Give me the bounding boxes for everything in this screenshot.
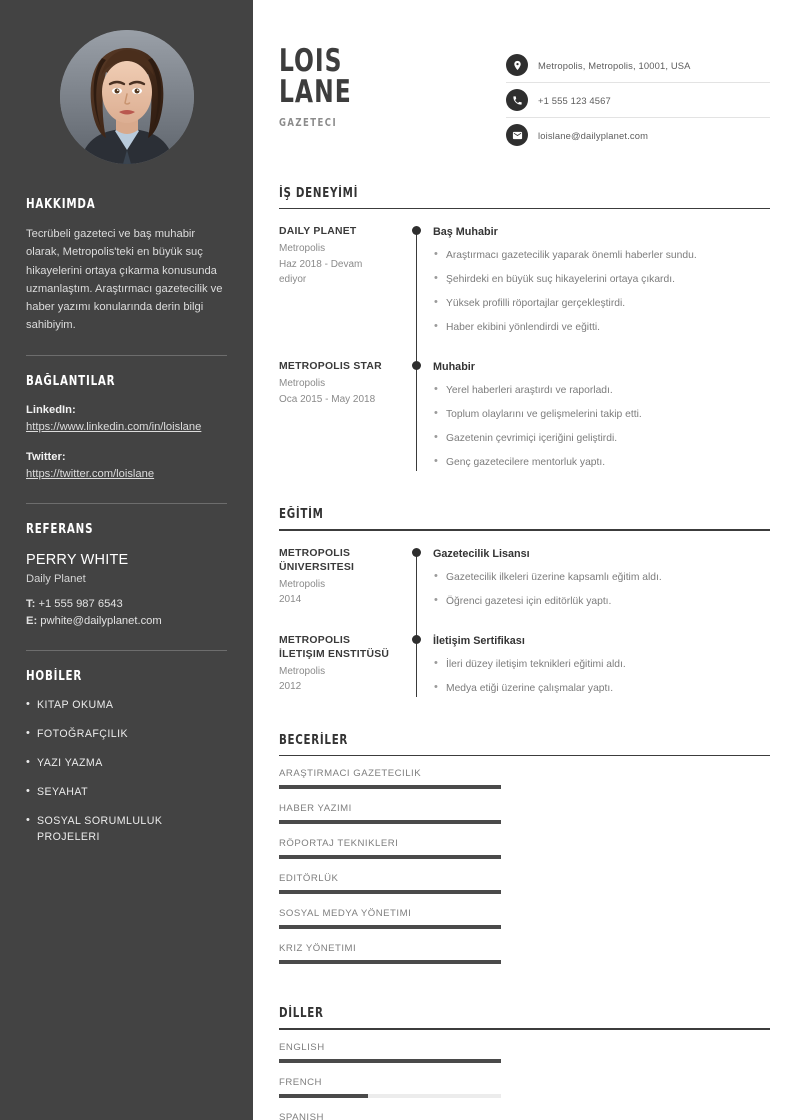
timeline-line bbox=[416, 364, 417, 471]
timeline-dot bbox=[412, 226, 421, 235]
skill-item bbox=[279, 943, 501, 964]
entry-location: Metropolis bbox=[279, 665, 326, 677]
language-fill bbox=[279, 1059, 501, 1063]
link-url[interactable]: https://www.linkedin.com/in/loislane bbox=[26, 420, 202, 433]
language-track bbox=[279, 1059, 501, 1063]
languages-grid bbox=[279, 1042, 770, 1120]
skill-item bbox=[279, 768, 501, 789]
entry-title: Muhabir bbox=[433, 361, 475, 374]
skill-label: RÖPORTAJ TEKNIKLERI bbox=[279, 838, 399, 850]
hobbies-section bbox=[26, 669, 227, 845]
entry-dates: 2014 bbox=[279, 594, 302, 606]
entry-detail bbox=[433, 547, 770, 618]
contact-address-text: Metropolis, Metropolis, 10001, USA bbox=[538, 59, 691, 71]
divider bbox=[26, 650, 227, 651]
contact-phone-text: +1 555 123 4567 bbox=[538, 94, 611, 106]
reference-org: Daily Planet bbox=[26, 572, 86, 585]
entry-title: İletişim Sertifikası bbox=[433, 634, 525, 647]
entry-bullet: • Öğrenci gazetesi için editörlük yaptı. bbox=[433, 594, 770, 609]
entry-bullet: • Haber ekibini yönlendirdi ve eğitti. bbox=[433, 320, 770, 335]
timeline-line bbox=[416, 638, 417, 697]
entry-bullet: • Yerel haberleri araştırdı ve raporladı. bbox=[433, 383, 770, 398]
language-label: ENGLISH bbox=[279, 1041, 325, 1053]
timeline-marker bbox=[401, 547, 433, 618]
skills-section bbox=[279, 733, 770, 978]
timeline-line bbox=[416, 229, 417, 362]
reference-phone-label: T: bbox=[26, 597, 36, 610]
entry-bullet: • Araştırmacı gazetecilik yaparak önemli haberler sundu. bbox=[433, 248, 770, 263]
skill-item bbox=[279, 803, 501, 824]
timeline-marker bbox=[401, 225, 433, 344]
language-label: FRENCH bbox=[279, 1076, 322, 1088]
entry-bullet: • Şehirdeki en büyük suç hikayelerini ortaya çıkardı. bbox=[433, 272, 770, 287]
link-item-twitter[interactable] bbox=[26, 449, 227, 483]
entry-location: Metropolis bbox=[279, 578, 326, 590]
skill-label: SOSYAL MEDYA YÖNETIMI bbox=[279, 908, 412, 920]
skill-fill bbox=[279, 890, 501, 894]
skill-track bbox=[279, 855, 501, 859]
contact-list bbox=[506, 54, 770, 158]
list-item: • SOSYAL SORUMLULUK PROJELERI bbox=[26, 813, 227, 845]
contact-email bbox=[506, 124, 770, 152]
skill-label: KRIZ YÖNETIMI bbox=[279, 943, 357, 955]
entry-location: Metropolis bbox=[279, 378, 326, 390]
sidebar bbox=[0, 0, 253, 1120]
reference-section bbox=[26, 522, 227, 630]
skill-track bbox=[279, 925, 501, 929]
skill-track bbox=[279, 960, 501, 964]
divider bbox=[279, 755, 770, 756]
entry-meta bbox=[279, 634, 401, 705]
skill-label: EDITÖRLÜK bbox=[279, 873, 339, 885]
language-item bbox=[279, 1042, 501, 1063]
entry-dates: Haz 2018 - Devam ediyor bbox=[279, 258, 363, 286]
link-url[interactable]: https://twitter.com/loislane bbox=[26, 467, 155, 480]
skill-item bbox=[279, 908, 501, 929]
education-section bbox=[279, 507, 770, 704]
skills-grid bbox=[279, 768, 770, 978]
skills-heading: BECERİLER bbox=[279, 732, 349, 748]
skill-fill bbox=[279, 820, 501, 824]
languages-heading: DİLLER bbox=[279, 1006, 324, 1022]
skill-fill bbox=[279, 960, 501, 964]
timeline-marker bbox=[401, 360, 433, 479]
entry-detail bbox=[433, 360, 770, 479]
language-item bbox=[279, 1112, 501, 1120]
about-text: Tecrübeli gazeteci ve baş muhabir olarak, Metropolis'teki en büyük suç hikayelerini ortaya çıkarma konusunda uzmanlaştım. Araştırmacı gazetecilik ve haber yazımı konularında derin bilgi sahibiyim. bbox=[26, 228, 223, 332]
education-heading: EĞİTİM bbox=[279, 507, 324, 523]
entry-org: METROPOLIS ÜNIVERSITESI bbox=[279, 547, 355, 573]
timeline-line bbox=[416, 551, 417, 636]
entry-bullet: • Medya etiği üzerine çalışmalar yaptı. bbox=[433, 681, 770, 696]
entry-bullet: • Toplum olaylarını ve gelişmelerini takip etti. bbox=[433, 407, 770, 422]
experience-entry bbox=[279, 225, 770, 344]
list-item: • YAZI YAZMA bbox=[26, 755, 227, 771]
divider bbox=[26, 503, 227, 504]
entry-title: Baş Muhabir bbox=[433, 226, 498, 239]
link-item-linkedin[interactable] bbox=[26, 402, 227, 436]
portrait-photo bbox=[60, 30, 194, 164]
contact-email-text: loislane@dailyplanet.com bbox=[538, 129, 649, 141]
entry-bullet: • Gazetenin çevrimiçi içeriğini geliştirdi. bbox=[433, 431, 770, 446]
hobbies-heading: HOBİLER bbox=[26, 668, 83, 684]
phone-icon bbox=[506, 89, 528, 111]
job-role: GAZETECI bbox=[279, 117, 338, 129]
contact-address bbox=[506, 54, 770, 83]
first-name: LOIS bbox=[279, 43, 343, 79]
entry-detail bbox=[433, 634, 770, 705]
reference-heading: REFERANS bbox=[26, 521, 94, 537]
language-fill bbox=[279, 1094, 368, 1098]
divider bbox=[279, 1028, 770, 1029]
education-entry bbox=[279, 634, 770, 705]
name-block bbox=[279, 43, 366, 129]
divider bbox=[26, 355, 227, 356]
timeline-dot bbox=[412, 548, 421, 557]
divider bbox=[279, 529, 770, 530]
entry-meta bbox=[279, 547, 401, 618]
language-label: SPANISH bbox=[279, 1111, 324, 1120]
skill-track bbox=[279, 785, 501, 789]
skill-label: HABER YAZIMI bbox=[279, 803, 352, 815]
envelope-icon bbox=[506, 124, 528, 146]
reference-email-row bbox=[26, 613, 227, 630]
resume-header bbox=[279, 43, 770, 158]
list-item: • SEYAHAT bbox=[26, 784, 227, 800]
entry-bullet: • Genç gazetecilere mentorluk yaptı. bbox=[433, 455, 770, 470]
links-section bbox=[26, 374, 227, 483]
timeline-marker bbox=[401, 634, 433, 705]
experience-heading: İŞ DENEYİMİ bbox=[279, 186, 359, 201]
entry-location: Metropolis bbox=[279, 243, 326, 255]
skill-fill bbox=[279, 785, 501, 789]
entry-dates: Oca 2015 - May 2018 bbox=[279, 393, 376, 405]
reference-phone-row bbox=[26, 596, 227, 613]
links-heading: BAĞLANTILAR bbox=[26, 373, 116, 389]
experience-entry bbox=[279, 360, 770, 479]
skill-item bbox=[279, 873, 501, 894]
entry-detail bbox=[433, 225, 770, 344]
skill-label: ARAŞTIRMACI GAZETECILIK bbox=[279, 768, 422, 780]
reference-name: PERRY WHITE bbox=[26, 551, 129, 568]
skill-item bbox=[279, 838, 501, 859]
reference-email-label: E: bbox=[26, 614, 38, 627]
link-label: LinkedIn: bbox=[26, 403, 76, 416]
list-item: • KITAP OKUMA bbox=[26, 697, 227, 713]
contact-phone bbox=[506, 89, 770, 118]
language-item bbox=[279, 1077, 501, 1098]
reference-phone: +1 555 987 6543 bbox=[38, 597, 123, 610]
entry-org: METROPOLIS İLETIŞIM ENSTITÜSÜ bbox=[279, 634, 390, 660]
last-name: LANE bbox=[279, 74, 352, 110]
language-track bbox=[279, 1094, 501, 1098]
entry-bullet: • Gazetecilik ilkeleri üzerine kapsamlı eğitim aldı. bbox=[433, 570, 770, 585]
entry-dates: 2012 bbox=[279, 681, 302, 693]
location-pin-icon bbox=[506, 54, 528, 76]
experience-section bbox=[279, 186, 770, 479]
entry-meta bbox=[279, 360, 401, 479]
timeline-dot bbox=[412, 361, 421, 370]
list-item: • FOTOĞRAFÇILIK bbox=[26, 726, 227, 742]
entry-org: METROPOLIS STAR bbox=[279, 361, 382, 373]
skill-fill bbox=[279, 925, 501, 929]
reference-email: pwhite@dailyplanet.com bbox=[40, 614, 162, 627]
link-label: Twitter: bbox=[26, 450, 66, 463]
skill-fill bbox=[279, 855, 501, 859]
divider bbox=[279, 208, 770, 209]
entry-title: Gazetecilik Lisansı bbox=[433, 547, 530, 560]
entry-bullet: • İleri düzey iletişim teknikleri eğitimi aldı. bbox=[433, 657, 770, 672]
entry-bullet: • Yüksek profilli röportajlar gerçekleştirdi. bbox=[433, 296, 770, 311]
entry-meta bbox=[279, 225, 401, 344]
skill-track bbox=[279, 890, 501, 894]
about-heading: HAKKIMDA bbox=[26, 197, 96, 212]
entry-org: DAILY PLANET bbox=[279, 226, 357, 238]
avatar bbox=[26, 30, 227, 164]
timeline-dot bbox=[412, 635, 421, 644]
education-entry bbox=[279, 547, 770, 618]
languages-section bbox=[279, 1006, 770, 1120]
skill-track bbox=[279, 820, 501, 824]
main-content bbox=[253, 0, 794, 1120]
about-section bbox=[26, 197, 227, 335]
